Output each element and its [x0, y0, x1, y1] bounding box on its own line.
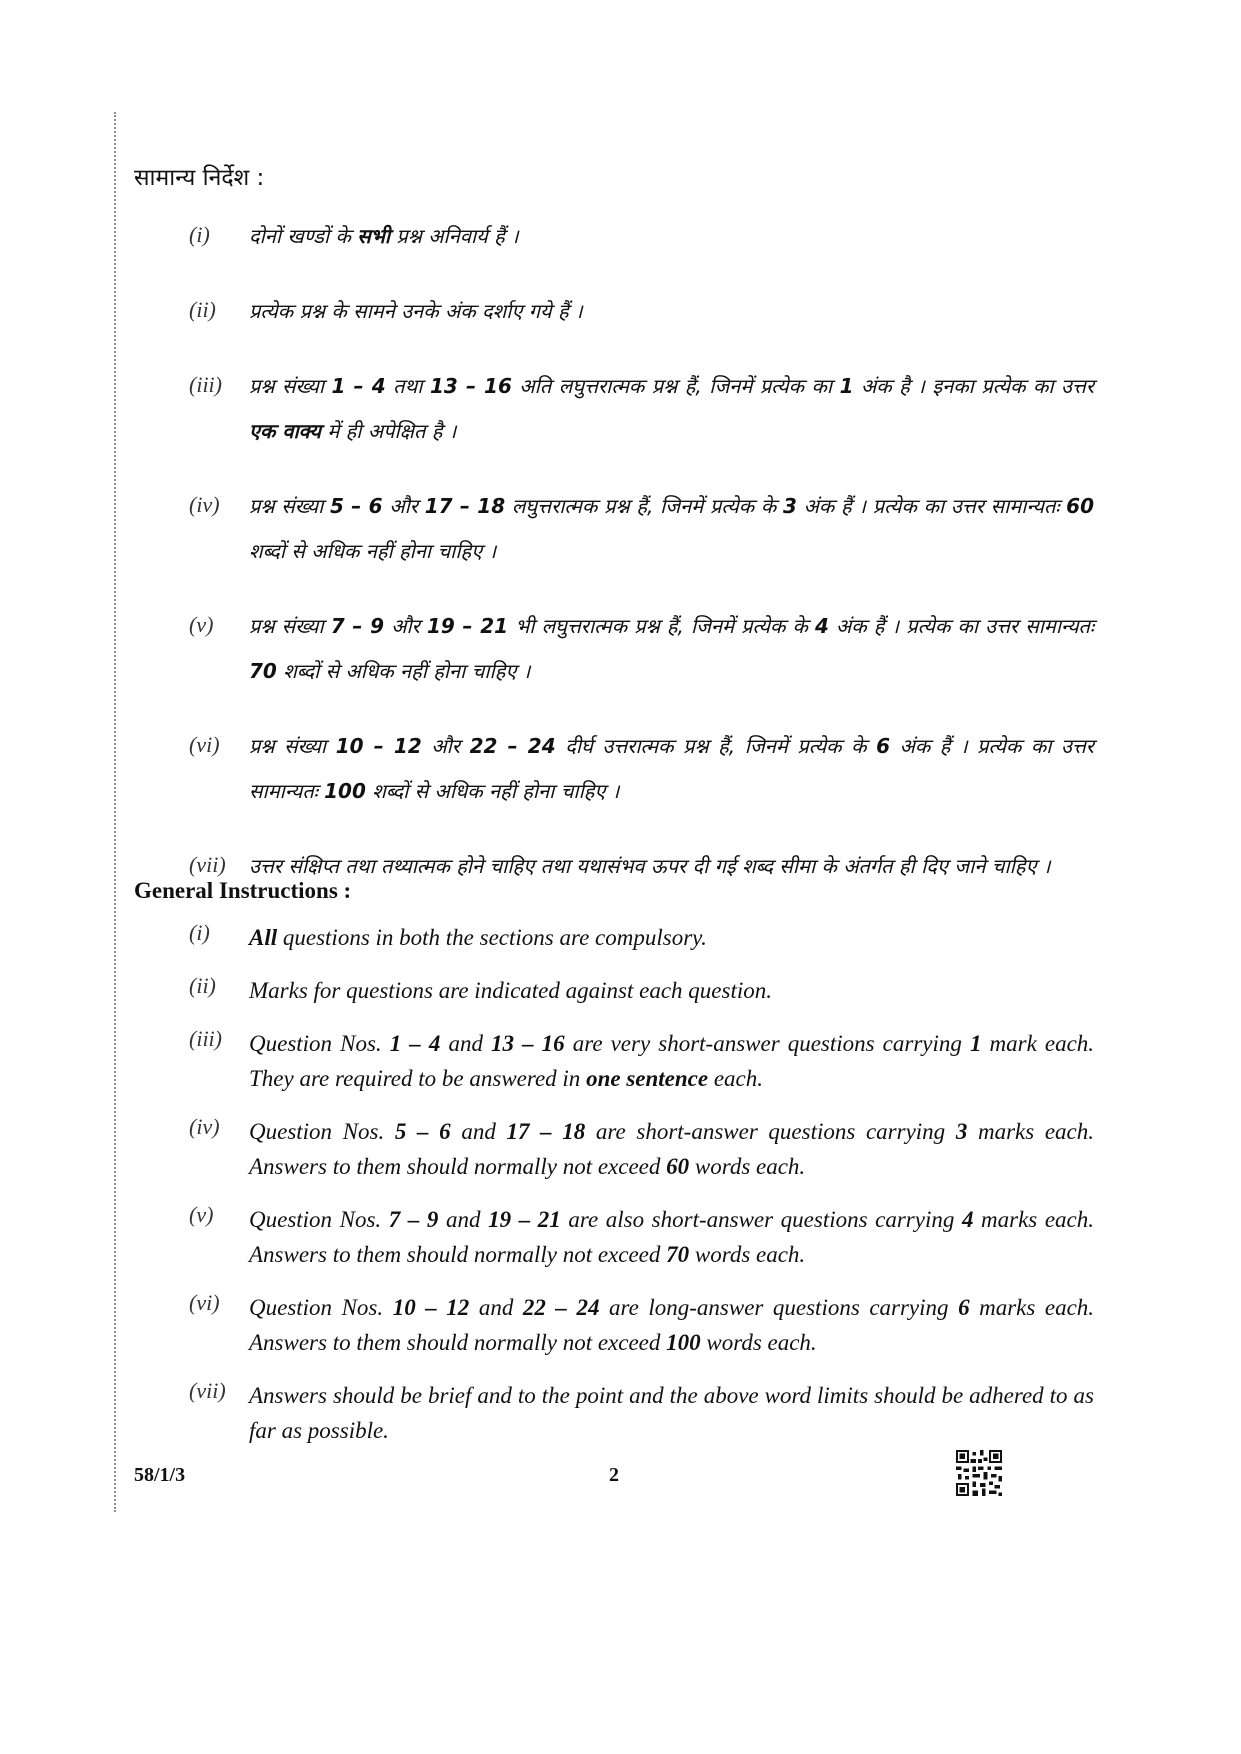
- item-number: (iv): [189, 492, 220, 517]
- hindi-instruction-item: [134, 289, 1094, 334]
- hindi-instruction-item: [134, 604, 1094, 694]
- text-run: प्रश्न संख्या: [249, 734, 336, 758]
- item-text: [249, 1378, 1094, 1448]
- item-number: (ii): [189, 297, 216, 322]
- item-text: [249, 214, 1094, 259]
- item-text: [249, 1202, 1094, 1272]
- text-run: and: [469, 1295, 523, 1320]
- item-number: (iii): [189, 372, 222, 397]
- item-number: (iv): [189, 1114, 220, 1139]
- text-run: अंक हैं । प्रत्येक का उत्तर सामान्यतः: [828, 614, 1094, 638]
- hindi-instruction-item: [134, 484, 1094, 574]
- text-run: में ही अपेक्षित है ।: [320, 419, 457, 443]
- text-run: प्रश्न अनिवार्य हैं ।: [390, 224, 519, 248]
- emphasis-text: 5 – 6: [394, 1119, 451, 1144]
- emphasis-text: 10 – 12: [392, 1295, 470, 1320]
- english-instruction-item: [134, 1114, 1094, 1184]
- text-run: तथा: [385, 374, 430, 398]
- page-footer: [134, 1462, 1034, 1502]
- margin-dotted-line: [114, 112, 116, 1512]
- text-run: अंक है । इनका प्रत्येक का उत्तर: [853, 374, 1094, 398]
- hindi-instruction-item: [134, 364, 1094, 454]
- emphasis-text: 3: [782, 494, 797, 518]
- emphasis-text: 17 – 18: [424, 494, 506, 518]
- paper-code: 58/1/3: [134, 1464, 186, 1486]
- hindi-instruction-item: [134, 724, 1094, 814]
- text-run: अति लघुत्तरात्मक प्रश्न हैं, जिनमें प्रत्येक का: [511, 374, 840, 398]
- text-run: प्रश्न संख्या: [249, 614, 331, 638]
- item-number: (v): [189, 612, 214, 637]
- emphasis-text: 7 – 9: [330, 614, 385, 638]
- emphasis-text: one sentence: [586, 1066, 709, 1091]
- text-run: words each.: [689, 1242, 806, 1267]
- text-run: दीर्घ उत्तरात्मक प्रश्न हैं, जिनमें प्रत्येक के: [555, 734, 877, 758]
- text-run: are short-answer questions carrying: [585, 1119, 956, 1144]
- emphasis-text: 5 – 6: [330, 494, 383, 518]
- hindi-instruction-item: [134, 214, 1094, 259]
- emphasis-text: सभी: [357, 224, 391, 248]
- emphasis-text: 13 – 16: [430, 374, 512, 398]
- item-text: [249, 1290, 1094, 1360]
- text-run: each.: [708, 1066, 763, 1091]
- emphasis-text: 70: [249, 659, 277, 683]
- emphasis-text: 60: [666, 1154, 690, 1179]
- item-text: [249, 920, 1094, 955]
- text-run: Marks for questions are indicated against each question.: [249, 978, 772, 1003]
- emphasis-text: 22 – 24: [522, 1295, 600, 1320]
- emphasis-text: 1 – 4: [331, 374, 386, 398]
- text-run: प्रश्न संख्या: [249, 494, 331, 518]
- emphasis-text: 100: [324, 779, 366, 803]
- item-number: (vii): [189, 852, 226, 877]
- emphasis-text: 7 – 9: [388, 1207, 439, 1232]
- text-run: और: [382, 494, 425, 518]
- emphasis-text: 17 – 18: [506, 1119, 586, 1144]
- text-run: and: [440, 1031, 492, 1056]
- text-run: प्रत्येक प्रश्न के सामने उनके अंक दर्शाए गये हैं ।: [249, 299, 583, 323]
- item-number: (v): [189, 1202, 214, 1227]
- emphasis-text: 13 – 16: [491, 1031, 565, 1056]
- text-run: mark each. They are required to be answered in: [249, 1031, 1095, 1091]
- item-text: [249, 1114, 1094, 1184]
- text-run: Answers should be brief and to the point and the above word limits should be adhered to as far as possible.: [249, 1383, 1094, 1443]
- item-text: [249, 724, 1094, 814]
- english-instruction-list: [134, 920, 1094, 1448]
- text-run: और: [384, 614, 427, 638]
- english-instruction-item: [134, 1290, 1094, 1360]
- text-run: शब्दों से अधिक नहीं होना चाहिए ।: [276, 659, 531, 683]
- emphasis-text: 70: [666, 1242, 690, 1267]
- emphasis-text: 19 – 21: [426, 614, 509, 638]
- qr-code-icon: [956, 1450, 1002, 1496]
- english-heading: General Instructions :: [134, 878, 352, 903]
- text-run: words each.: [700, 1330, 817, 1355]
- text-run: Question Nos.: [249, 1031, 390, 1056]
- item-number: (vi): [189, 1290, 220, 1315]
- emphasis-text: 3: [955, 1119, 968, 1144]
- text-run: marks each. Answers to them should normally not exceed: [249, 1295, 1095, 1355]
- item-number: (vii): [189, 1378, 226, 1403]
- text-run: शब्दों से अधिक नहीं होना चाहिए ।: [249, 539, 497, 563]
- english-instruction-item: [134, 920, 1094, 955]
- emphasis-text: 10 – 12: [335, 734, 422, 758]
- text-run: and: [450, 1119, 507, 1144]
- emphasis-text: 6: [876, 734, 890, 758]
- emphasis-text: All: [249, 925, 278, 950]
- text-run: marks each. Answers to them should normally not exceed: [249, 1207, 1094, 1267]
- text-run: Question Nos.: [249, 1207, 389, 1232]
- text-run: words each.: [689, 1154, 806, 1179]
- text-run: प्रश्न संख्या: [249, 374, 332, 398]
- emphasis-text: 19 – 21: [488, 1207, 561, 1232]
- text-run: are also short-answer questions carrying: [560, 1207, 962, 1232]
- item-number: (i): [189, 920, 210, 945]
- text-run: questions in both the sections are compulsory.: [277, 925, 707, 950]
- item-number: (vi): [189, 732, 220, 757]
- emphasis-text: 4: [961, 1207, 974, 1232]
- text-run: and: [438, 1207, 489, 1232]
- item-text: [249, 364, 1094, 454]
- emphasis-text: एक वाक्य: [249, 419, 321, 443]
- hindi-instructions: [134, 160, 1094, 919]
- hindi-heading: सामान्य निर्देश :: [134, 165, 265, 191]
- hindi-instruction-list: [134, 214, 1094, 889]
- text-run: Question Nos.: [249, 1119, 395, 1144]
- emphasis-text: 100: [666, 1330, 701, 1355]
- english-instruction-item: [134, 1202, 1094, 1272]
- emphasis-text: 6: [958, 1295, 970, 1320]
- text-run: दोनों खण्डों के: [249, 224, 358, 248]
- item-text: [249, 604, 1094, 694]
- text-run: are very short-answer questions carrying: [564, 1031, 970, 1056]
- emphasis-text: 1: [839, 374, 854, 398]
- text-run: और: [421, 734, 470, 758]
- english-instruction-item: [134, 1378, 1094, 1448]
- english-instructions: [134, 878, 1094, 1466]
- emphasis-text: 1: [969, 1031, 982, 1056]
- emphasis-text: 1 – 4: [389, 1031, 441, 1056]
- emphasis-text: 22 – 24: [469, 734, 556, 758]
- text-run: marks each. Answers to them should normally not exceed: [249, 1119, 1095, 1179]
- text-run: are long-answer questions carrying: [599, 1295, 959, 1320]
- text-run: अंक हैं । प्रत्येक का उत्तर सामान्यतः: [796, 494, 1067, 518]
- english-instruction-item: [134, 1026, 1094, 1096]
- text-run: लघुत्तरात्मक प्रश्न हैं, जिनमें प्रत्येक के: [505, 494, 783, 518]
- item-text: [249, 484, 1094, 574]
- item-number: (i): [189, 222, 210, 247]
- emphasis-text: 4: [814, 614, 829, 638]
- text-run: अंक हैं । प्रत्येक का उत्तर सामान्यतः: [249, 734, 1094, 803]
- item-number: (ii): [189, 973, 216, 998]
- item-number: (iii): [189, 1026, 222, 1051]
- emphasis-text: 60: [1066, 494, 1095, 518]
- text-run: उत्तर संक्षिप्त तथा तथ्यात्मक होने चाहिए तथा यथासंभव ऊपर दी गई शब्द सीमा के अंतर्गत ही दिए जाने चाहिए ।: [249, 854, 1051, 878]
- english-instruction-item: [134, 973, 1094, 1008]
- item-text: [249, 289, 1094, 334]
- item-text: [249, 973, 1094, 1008]
- item-text: [249, 1026, 1094, 1096]
- page-number: 2: [609, 1464, 619, 1486]
- text-run: शब्दों से अधिक नहीं होना चाहिए ।: [365, 779, 620, 803]
- text-run: Question Nos.: [249, 1295, 393, 1320]
- text-run: भी लघुत्तरात्मक प्रश्न हैं, जिनमें प्रत्येक के: [508, 614, 815, 638]
